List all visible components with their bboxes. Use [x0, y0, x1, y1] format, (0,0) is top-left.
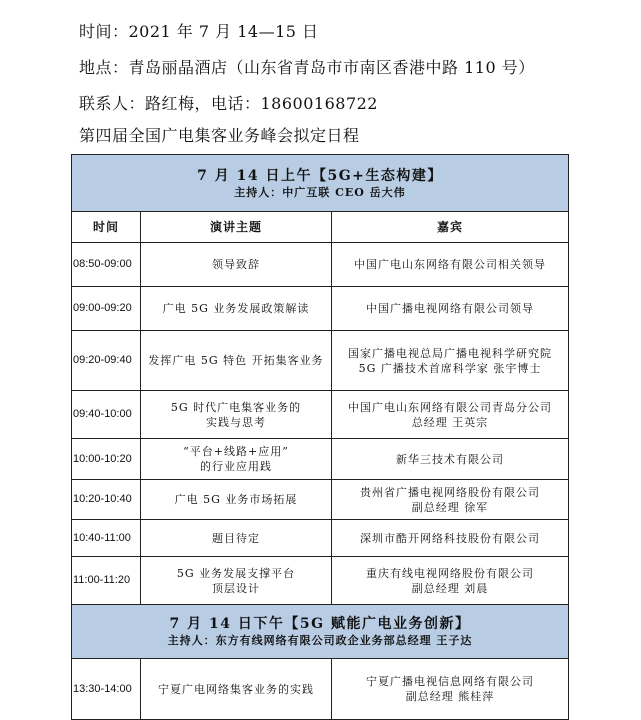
topic-line: 题目待定 [212, 531, 260, 545]
guest-line: 副总经理 刘晨 [411, 581, 489, 595]
row-time: 11:00-11:20 [72, 557, 141, 605]
row-topic [141, 439, 332, 480]
row-time: 09:20-09:40 [72, 331, 141, 391]
event-time: 时间：2021 年 7 月 14—15 日 [79, 22, 319, 41]
section-host: 主持人：中广互联 CEO 岳大伟 [234, 185, 406, 199]
topic-line: 5G 时代广电集客业务的 [170, 400, 302, 414]
row-topic [141, 331, 332, 391]
section-title: 7 月 14 日下午【5G 赋能广电业务创新】 [169, 616, 471, 632]
row-time: 10:20-10:40 [72, 480, 141, 520]
guest-line: 中国广播电视网络有限公司领导 [366, 302, 534, 315]
topic-line: 实践与思考 [206, 415, 266, 429]
guest-line: 新华三技术有限公司 [396, 452, 504, 466]
column-header-row [72, 212, 569, 243]
row-time: 08:50-09:00 [72, 243, 141, 287]
section-cell [72, 605, 569, 659]
table-row [72, 439, 569, 480]
section-title: 7 月 14 日上午【5G+生态构建】 [197, 167, 443, 184]
row-topic [141, 659, 332, 720]
row-topic [141, 243, 332, 287]
guest-line: 5G 广播技术首席科学家 张宇博士 [358, 361, 542, 375]
table-row [72, 520, 569, 557]
row-guest [332, 331, 569, 391]
topic-line: 发挥广电 5G 特色 开拓集客业务 [148, 354, 324, 367]
table-row [72, 243, 569, 287]
topic-line: 宁夏广电网络集客业务的实践 [158, 682, 314, 696]
row-guest [332, 439, 569, 480]
column-header-guest: 嘉宾 [332, 212, 569, 243]
table-row [72, 331, 569, 391]
row-time: 10:00-10:20 [72, 439, 141, 480]
row-guest [332, 520, 569, 557]
table-row [72, 391, 569, 439]
row-guest [332, 557, 569, 605]
row-time: 09:00-09:20 [72, 287, 141, 331]
column-header-time: 时间 [72, 212, 141, 243]
row-guest [332, 391, 569, 439]
guest-line: 中国广电山东网络有限公司相关领导 [354, 258, 546, 271]
column-header-topic: 演讲主题 [141, 212, 332, 243]
row-guest [332, 243, 569, 287]
section-header [72, 605, 569, 659]
table-row [72, 287, 569, 331]
event-contact: 联系人：路红梅，电话：18600168722 [79, 94, 378, 113]
guest-line: 总经理 王英宗 [411, 415, 489, 429]
guest-line: 副总经理 熊桂萍 [405, 690, 495, 703]
section-host: 主持人：东方有线网络有限公司政企业务部总经理 王子达 [167, 634, 473, 647]
table-row [72, 480, 569, 520]
row-topic [141, 557, 332, 605]
row-time: 09:40-10:00 [72, 391, 141, 439]
row-topic [141, 520, 332, 557]
section-cell [72, 155, 569, 212]
row-topic [141, 480, 332, 520]
guest-line: 重庆有线电视网络股份有限公司 [366, 566, 534, 580]
topic-line: “平台+线路+应用” [183, 445, 289, 458]
table-row [72, 659, 569, 720]
row-time: 10:40-11:00 [72, 520, 141, 557]
guest-line: 贵州省广播电视网络股份有限公司 [360, 485, 540, 499]
row-guest [332, 480, 569, 520]
row-topic [141, 287, 332, 331]
guest-line: 深圳市酷开网络科技股份有限公司 [360, 531, 540, 545]
guest-line: 副总经理 徐军 [411, 500, 489, 514]
schedule-table [71, 154, 569, 720]
topic-line: 广电 5G 业务市场拓展 [174, 493, 298, 506]
row-guest [332, 287, 569, 331]
row-time: 13:30-14:00 [72, 659, 141, 720]
topic-line: 顶层设计 [212, 581, 260, 595]
row-guest [332, 659, 569, 720]
guest-line: 国家广播电视总局广播电视科学研究院 [348, 346, 552, 360]
topic-line: 广电 5G 业务发展政策解读 [162, 302, 310, 315]
topic-line: 5G 业务发展支撑平台 [176, 566, 296, 580]
topic-line: 领导致辞 [212, 258, 260, 271]
row-topic [141, 391, 332, 439]
table-row [72, 557, 569, 605]
topic-line: 的行业应用践 [200, 460, 272, 473]
guest-line: 中国广电山东网络有限公司青岛分公司 [348, 400, 552, 414]
schedule-title: 第四届全国广电集客业务峰会拟定日程 [79, 126, 360, 145]
section-header [72, 155, 569, 212]
guest-line: 宁夏广播电视信息网络有限公司 [366, 675, 534, 688]
event-location: 地点：青岛丽晶酒店（山东省青岛市市南区香港中路 110 号） [79, 58, 535, 77]
